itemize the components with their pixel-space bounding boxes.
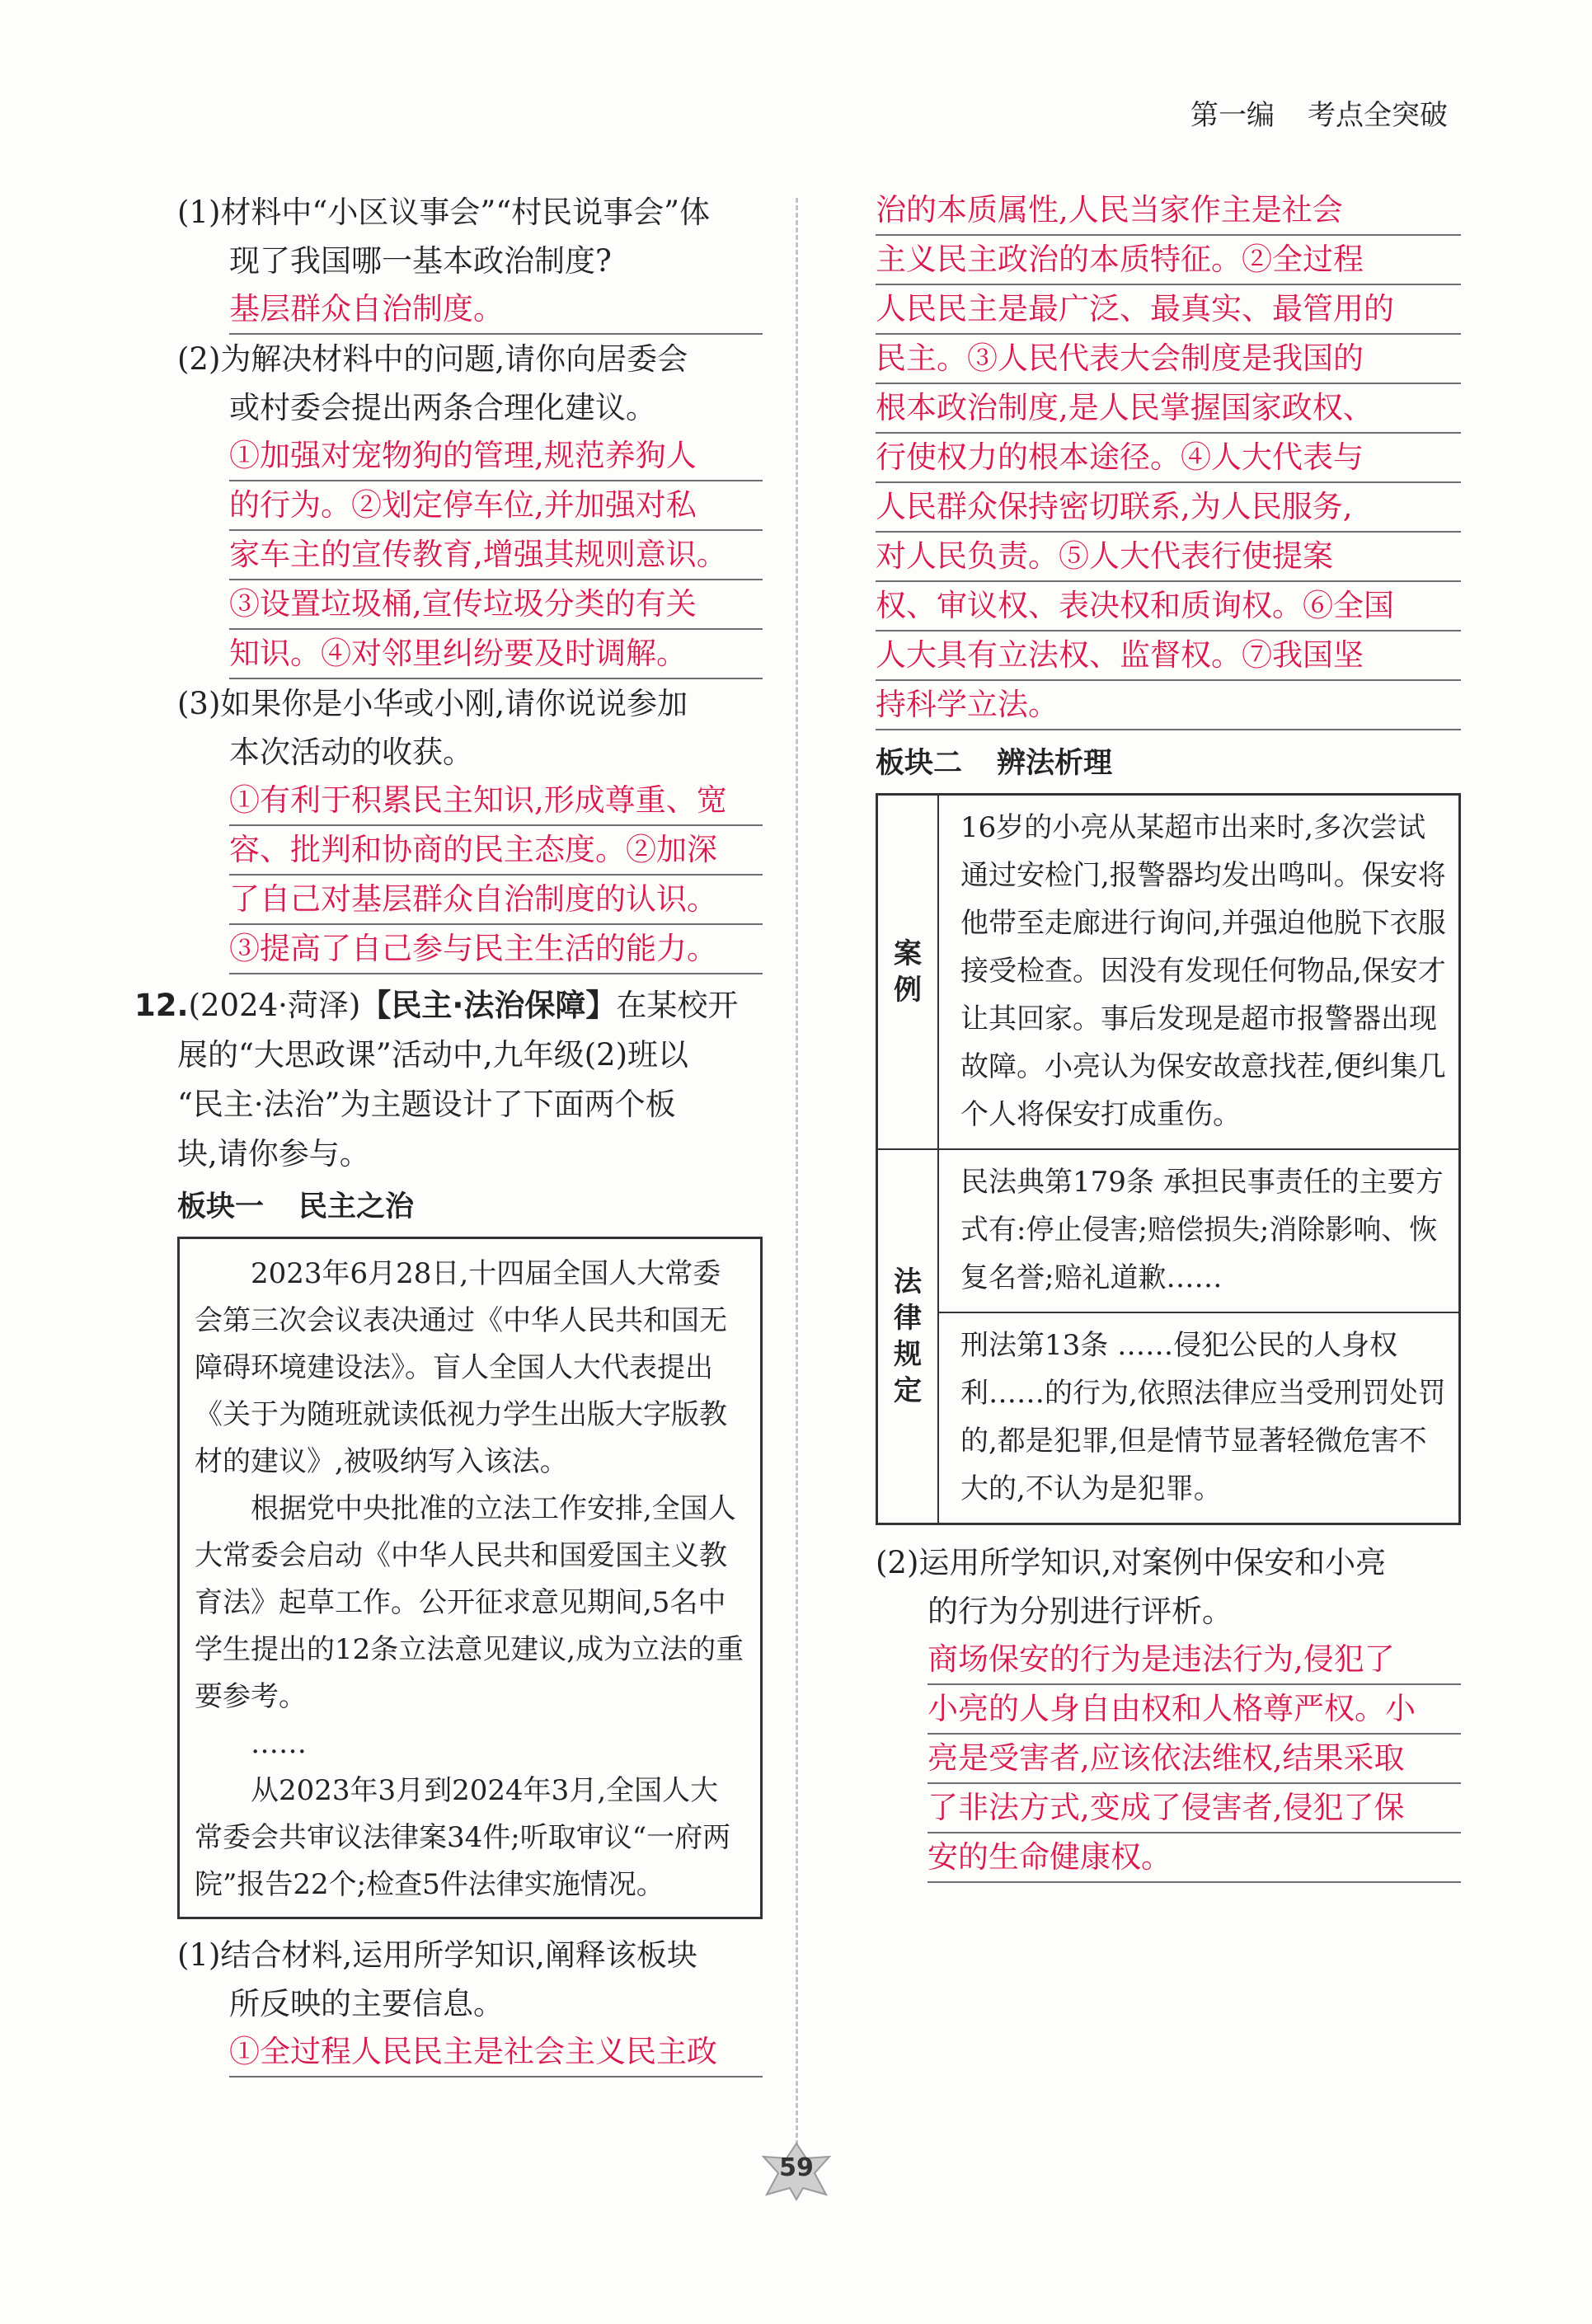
section-1-title xyxy=(177,1184,763,1225)
question-12-text: 展的“大思政课”活动中,九年级(2)班以 xyxy=(177,1037,689,1073)
answer-line: 人民民主是最广泛、最真实、最管用的 xyxy=(876,285,1461,335)
question-3-line2: 本次活动的收获。 xyxy=(229,735,473,770)
material-ellipsis: …… xyxy=(251,1727,307,1760)
page-header xyxy=(1190,92,1448,133)
answer-2 xyxy=(177,432,763,679)
answer-line: 行使权力的根本途径。④人大代表与 xyxy=(876,434,1461,483)
answer-line: 的行为。②划定停车位,并加强对私 xyxy=(229,481,763,531)
question-2b-line1: (2)运用所学知识,对案例中保安和小亮 xyxy=(876,1545,1387,1580)
answer-line: 知识。④对邻里纠纷要及时调解。 xyxy=(229,630,763,679)
header-part: 第一编 xyxy=(1190,99,1275,132)
answer-line: ①有利于积累民主知识,形成尊重、宽 xyxy=(229,777,763,826)
case-law-table xyxy=(876,793,1461,1525)
law-label xyxy=(877,1149,939,1524)
question-1b xyxy=(177,1931,763,2028)
answer-line: 小亮的人身自由权和人格尊严权。小 xyxy=(927,1685,1461,1735)
answer-line: 根本政治制度,是人民掌握国家政权、 xyxy=(876,384,1461,434)
answer-line: 了自己对基层群众自治制度的认识。 xyxy=(229,876,763,925)
answer-line: 人大具有立法权、监督权。⑦我国坚 xyxy=(876,631,1461,681)
question-1-line1: (1)材料中“小区议事会”“村民说事会”体 xyxy=(177,195,711,230)
question-2-line2: 或村委会提出两条合理化建议。 xyxy=(229,390,656,425)
answer-line: 商场保安的行为是违法行为,侵犯了 xyxy=(927,1636,1461,1685)
table-row xyxy=(877,1312,1460,1524)
question-1b-line1: (1)结合材料,运用所学知识,阐释该板块 xyxy=(177,1937,697,1973)
section-2-label: 板块二 xyxy=(876,747,963,780)
answer-line: 安的生命健康权。 xyxy=(927,1833,1461,1883)
case-label xyxy=(877,795,939,1150)
material-box xyxy=(177,1237,763,1919)
material-paragraph: 根据党中央批准的立法工作安排,全国人大常委会启动《中华人民共和国爱国主义教育法》起草工作。公开征求意见期间,5名中学生提出的12条立法意见建议,成为立法的重要参考。 xyxy=(195,1492,744,1713)
question-12-tag: 【民主·法治保障】 xyxy=(360,988,617,1023)
answer-line: 家车主的宣传教育,增强其规则意识。 xyxy=(229,531,763,580)
answer-line: 人民群众保持密切联系,为人民服务, xyxy=(876,483,1461,533)
answer-line: 基层群众自治制度。 xyxy=(229,285,763,335)
question-3-line1: (3)如果你是小华或小刚,请你说说参加 xyxy=(177,686,688,721)
question-1b-line2: 所反映的主要信息。 xyxy=(229,1986,504,2021)
table-row xyxy=(877,1149,1460,1312)
page-number: 59 xyxy=(779,2153,814,2182)
table-row xyxy=(877,795,1460,1150)
answer-line: ①全过程人民民主是社会主义民主政 xyxy=(229,2028,763,2078)
answer-3 xyxy=(177,777,763,974)
question-12-text: “民主·法治”为主题设计了下面两个板 xyxy=(177,1087,676,1122)
column-divider xyxy=(796,198,798,2160)
answer-1 xyxy=(177,285,763,335)
question-2-line1: (2)为解决材料中的问题,请你向居委会 xyxy=(177,341,688,377)
law-label-text: 法律规定 xyxy=(894,1265,922,1407)
question-12-text: 块,请你参与。 xyxy=(177,1136,370,1171)
question-2 xyxy=(177,335,763,432)
question-12-text: 在某校开 xyxy=(616,988,739,1023)
answer-2b xyxy=(876,1636,1461,1883)
answer-1b xyxy=(177,2028,763,2078)
question-2b xyxy=(876,1538,1461,1636)
left-column xyxy=(134,188,763,2078)
answer-line: 亮是受害者,应该依法维权,结果采取 xyxy=(927,1735,1461,1784)
question-12-number: 12. xyxy=(134,988,189,1023)
answer-line: 容、批判和协商的民主态度。②加深 xyxy=(229,826,763,876)
answer-line: 对人民负责。⑤人大代表行使提案 xyxy=(876,533,1461,582)
material-paragraph: 2023年6月28日,十四届全国人大常委会第三次会议表决通过《中华人民共和国无障碍环境建设法》。盲人全国人大代表提出《关于为随班就读低视力学生出版大字版教材的建议》,被吸纳写入该法。 xyxy=(195,1257,727,1478)
section-1-name: 民主之治 xyxy=(298,1190,415,1223)
section-2-name: 辨法析理 xyxy=(997,747,1113,780)
case-label-text: 案例 xyxy=(894,937,922,1007)
right-column xyxy=(876,186,1461,1883)
question-1 xyxy=(177,188,763,285)
header-title: 考点全突破 xyxy=(1308,99,1448,132)
question-1-line2: 现了我国哪一基本政治制度? xyxy=(229,243,612,279)
question-3 xyxy=(177,679,763,777)
material-paragraph: 从2023年3月到2024年3月,全国人大常委会共审议法律案34件;听取审议“一府两院”报告22个;检查5件法律实施情况。 xyxy=(195,1774,731,1901)
answer-line: ③设置垃圾桶,宣传垃圾分类的有关 xyxy=(229,580,763,630)
answer-line: 了非法方式,变成了侵害者,侵犯了保 xyxy=(927,1784,1461,1833)
section-2-title xyxy=(876,740,1461,782)
answer-line: ①加强对宠物狗的管理,规范养狗人 xyxy=(229,432,763,481)
answer-line: 治的本质属性,人民当家作主是社会 xyxy=(876,186,1461,236)
question-2b-line2: 的行为分别进行评析。 xyxy=(927,1594,1233,1629)
section-1-label: 板块一 xyxy=(177,1190,265,1223)
answer-line: 权、审议权、表决权和质询权。⑥全国 xyxy=(876,582,1461,631)
case-text: 16岁的小亮从某超市出来时,多次尝试通过安检门,报警器均发出鸣叫。保安将他带至走廊进行询问,并强迫他脱下衣服接受检查。因没有发现任何物品,保安才让其回家。事后发现是超市报警器出现故障。小亮认为保安故意找茬,便纠集几个人将保安打成重伤。 xyxy=(938,795,1460,1150)
answer-line: 民主。③人民代表大会制度是我国的 xyxy=(876,335,1461,384)
law-criminal-code: 刑法第13条 ……侵犯公民的人身权利……的行为,依照法律应当受刑罚处罚的,都是犯罪,但是情节显著轻微危害不大的,不认为是犯罪。 xyxy=(938,1312,1460,1524)
question-12-source: (2024·菏泽) xyxy=(188,988,361,1023)
answer-1b-continued xyxy=(876,186,1461,730)
page-number-badge xyxy=(760,2142,833,2201)
answer-line: 主义民主政治的本质特征。②全过程 xyxy=(876,236,1461,285)
law-civil-code: 民法典第179条 承担民事责任的主要方式有:停止侵害;赔偿损失;消除影响、恢复名誉;赔礼道歉…… xyxy=(938,1149,1460,1312)
answer-line: 持科学立法。 xyxy=(876,681,1461,730)
question-12 xyxy=(134,981,763,1179)
answer-line: ③提高了自己参与民主生活的能力。 xyxy=(229,925,763,974)
